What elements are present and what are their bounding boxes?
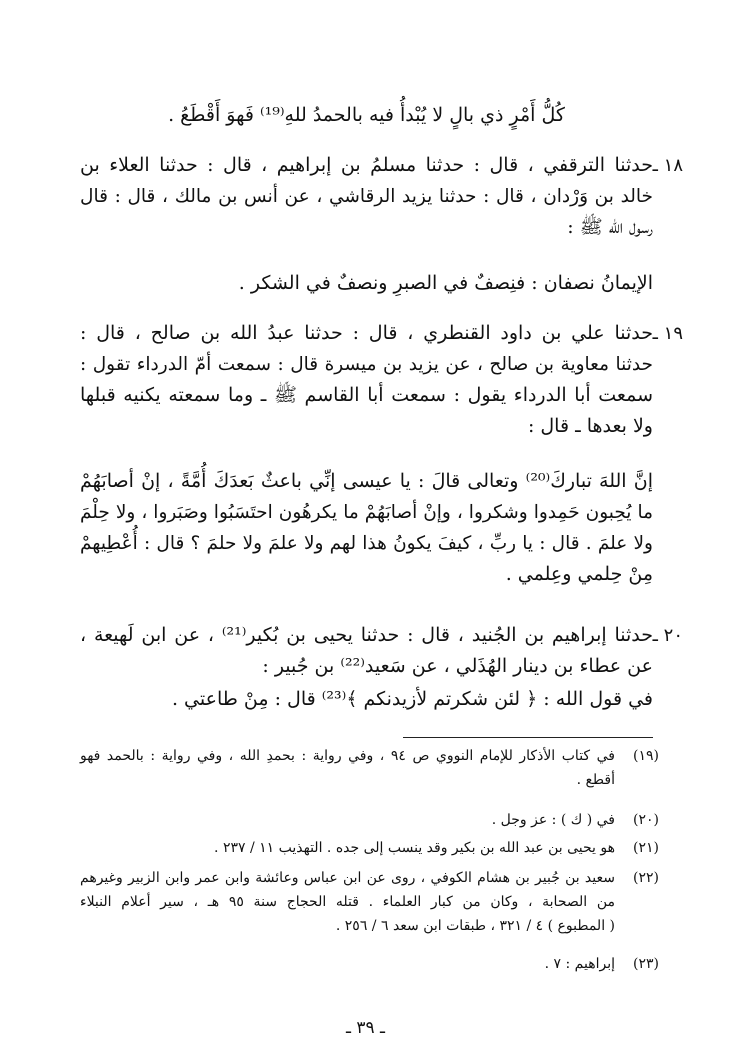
- isnad-line: سمعت أبا الدرداء يقول : سمعت أبا القاسم ﷺ ـ وما سمعته يكنيه قبلها: [80, 384, 653, 406]
- footnote-divider: [403, 737, 653, 738]
- footnote-22: [80, 866, 659, 938]
- footnote-line: ( المطبوع ) ٤ / ٣٢١ ، طبقات ابن سعد ٦ / ٢٥٦ .: [335, 918, 615, 934]
- isnad-line: حدثنا معاوية بن صالح ، عن يزيد بن ميسرة قال : سمعت أمّ الدرداء تقول :: [80, 354, 653, 375]
- hadith-20-text: [80, 684, 653, 715]
- isnad-line: حدثنا إبراهيم بن الجُنيد ، قال : حدثنا يحيى بن بُكير⁽²¹⁾ ، عن ابن لَهيعة ،: [80, 624, 653, 646]
- footnote-line: في ( ك ) : عز وجل .: [491, 812, 615, 828]
- isnad-line: حدثنا الترقفي ، قال : حدثنا مسلمُ بن إبراهيم ، قال : حدثنا العلاء بن: [80, 154, 653, 176]
- hadith-number-19: ١٩ ـ: [652, 323, 683, 344]
- footnote-line: هو يحيى بن عبد الله بن بكير وقد ينسب إلى جده . التهذيب ١١ / ٢٣٧ .: [214, 840, 615, 856]
- isnad-line: عن عطاء بن دينار الهُذَلي ، عن سَعيد⁽²²⁾ بن جُبير :: [262, 655, 653, 677]
- hadith-text-line: في قول الله : ﴿ لئن شكرتم لأزيدنكم ﴾⁽²³⁾ قال : مِنْ طاعتي .: [171, 688, 653, 710]
- footnote-20: [80, 808, 659, 832]
- hadith-18-text: [80, 268, 653, 299]
- footnote-number: (٢٢): [633, 870, 659, 886]
- footnote-line: من الصحابة ، وكان من كبار العلماء . قتله الحجاج سنة ٩٥ هـ ، سير أعلام النبلاء: [80, 894, 615, 910]
- footnote-21: [80, 836, 659, 860]
- page-number: ـ ٣٩ ـ: [345, 1018, 386, 1038]
- hadith-text-line: ما يُحِبون حَمِدوا وشكروا ، وإنْ أصابَهُمْ ما يكرهُون احتَسَبُوا وصَبَروا ، ولا حِلْمَ: [80, 502, 653, 523]
- isnad-line: رسول الله ﷺ :: [567, 216, 653, 238]
- footnote-number: (٢٠): [633, 812, 659, 828]
- footnote-number: (٢٣): [633, 956, 659, 972]
- hadith-number-20: ٢٠ ـ: [652, 625, 683, 646]
- intro-line: كُلُّ أَمْرٍ ذي بالٍ لا يُبْدأُ فيه بالحمدُ للهِ⁽¹⁹⁾ فَهوَ أَقْطَعُ .: [168, 104, 565, 126]
- intro-text: [80, 100, 653, 131]
- footnote-number: (٢١): [633, 840, 659, 856]
- footnote-number: (١٩): [633, 748, 659, 764]
- hadith-number-18: ١٨ ـ: [652, 155, 683, 176]
- footnote-line: في كتاب الأذكار للإمام النووي ص ٩٤ ، وفي رواية : بحمدِ الله ، وفي رواية : بالحمد فهو: [80, 748, 615, 764]
- footnote-line: سعيد بن جُبير بن هشام الكوفي ، روى عن ابن عباس وعائشة وابن عمر وابن الزبير وغيرهم: [80, 870, 615, 886]
- hadith-text-line: الإيمانُ نصفان : فنِصفٌ في الصبرِ ونصفٌ في الشكر .: [238, 272, 653, 294]
- isnad-line: ولا بعدها ـ قال :: [527, 415, 653, 437]
- hadith-20-isnad: [80, 620, 653, 682]
- isnad-line: خالد بن وَرْدان ، قال : حدثنا يزيد الرقاشي ، عن أنس بن مالك ، قال : قال: [80, 186, 653, 207]
- hadith-text-line: إنَّ اللهَ تباركَ⁽²⁰⁾ وتعالى قالَ : يا عيسى إنِّي باعثٌ بَعدَكَ أُمَّةً ، إنْ أصابَهُمْ: [80, 470, 653, 492]
- isnad-line: حدثنا علي بن داود القنطري ، قال : حدثنا عبدُ الله بن صالح ، قال :: [80, 322, 653, 344]
- hadith-19-isnad: [80, 318, 653, 442]
- hadith-text-line: ولا علمَ . قال : يا ربِّ ، كيفَ يكونُ هذا لهم ولا علمَ ولا حلمَ ؟ قال : أُعْطِيهمْ: [80, 533, 653, 554]
- footnote-line: إبراهيم : ٧ .: [544, 956, 615, 972]
- footnote-line: أقطع .: [576, 772, 615, 788]
- hadith-19-text: [80, 466, 653, 590]
- hadith-18-isnad: [80, 150, 653, 243]
- footnote-19: [80, 744, 659, 792]
- footnote-23: [80, 952, 659, 976]
- hadith-text-line: مِنْ حِلمي وعِلمي .: [505, 563, 653, 585]
